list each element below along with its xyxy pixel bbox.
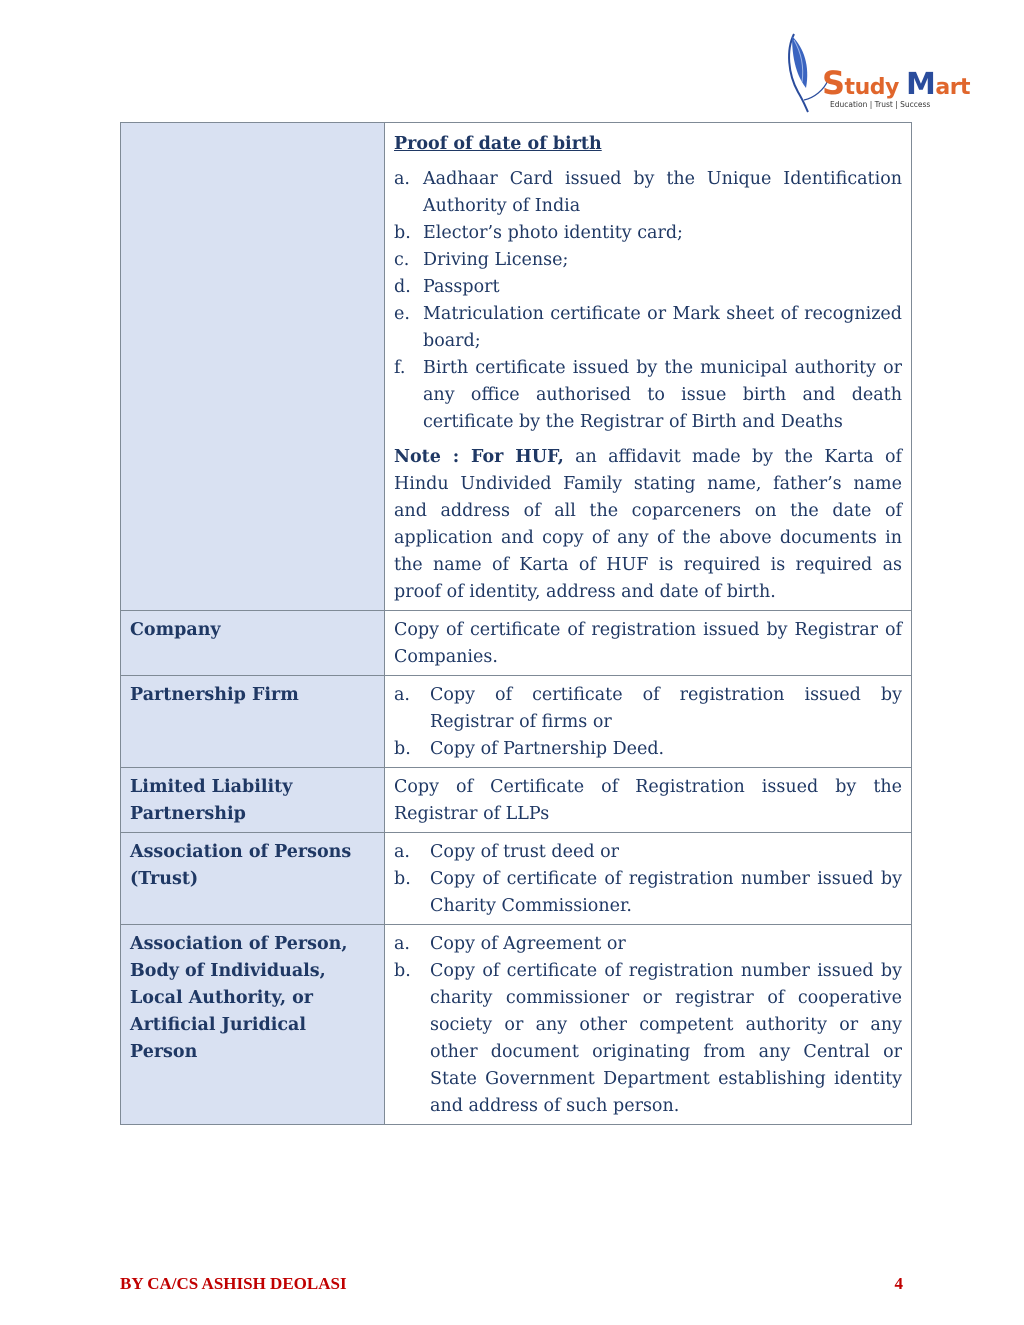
list-text: Copy of Partnership Deed. (430, 739, 665, 759)
logo-s: S (822, 64, 845, 102)
aop-other-list (394, 931, 902, 1120)
table-row-company (121, 611, 912, 676)
list-item (394, 166, 902, 220)
note-text: an affidavit made by the Karta of Hindu Undivided Family stating name, father’s name and address of all the coparceners on the date of application and copy of any of the above documents in the name of Karta of HUF is required is required as proof of identity, address and date of birth. (394, 447, 902, 602)
dob-heading: Proof of date of birth (394, 134, 602, 154)
list-item (394, 958, 902, 1120)
content-partnership (385, 676, 912, 768)
list-marker: b. (394, 223, 411, 243)
list-text: Matriculation certificate or Mark sheet of recognized board; (423, 304, 902, 351)
content-cell-dob (385, 123, 912, 611)
partnership-list (394, 682, 902, 763)
content-aop-trust (385, 833, 912, 925)
study-mart-logo (784, 30, 974, 114)
list-item (394, 355, 902, 436)
list-text: Copy of certificate of registration number issued by charity commissioner or registrar of cooperative society or any other competent authority or any other document originating from any Central or State Government Department establishing identity and address of such person. (430, 961, 902, 1116)
logo-tudy: tudy (844, 75, 906, 100)
logo-m: M (905, 67, 936, 102)
documents-table (120, 122, 912, 1125)
list-text: Copy of certificate of registration issued by Registrar of firms or (430, 685, 902, 732)
table-row-dob (121, 123, 912, 611)
list-item (394, 274, 902, 301)
list-marker: a. (394, 934, 410, 954)
list-text: Copy of certificate of registration number issued by Charity Commissioner. (430, 869, 902, 916)
list-item (394, 220, 902, 247)
logo-wordmark (822, 64, 970, 102)
logo-tagline: Education | Trust | Success (830, 100, 931, 109)
label-cell-empty (121, 123, 385, 611)
dob-list (394, 166, 902, 436)
list-text: Birth certificate issued by the municipal authority or any office authorised to issue birth and death certificate by the Registrar of Birth and Deaths (423, 358, 902, 432)
list-text: Copy of Agreement or (430, 934, 626, 954)
list-marker: b. (394, 869, 411, 889)
label-aop-other: Association of Person, Body of Individuals, Local Authority, or Artificial Juridical Person (121, 925, 385, 1125)
content-llp: Copy of Certificate of Registration issued by the Registrar of LLPs (385, 768, 912, 833)
list-item (394, 931, 902, 958)
list-marker: f. (394, 358, 406, 378)
list-item (394, 247, 902, 274)
list-marker: b. (394, 961, 411, 981)
list-item (394, 301, 902, 355)
list-item (394, 839, 902, 866)
list-text: Passport (423, 277, 500, 297)
list-item (394, 866, 902, 920)
list-marker: e. (394, 304, 410, 324)
table-row-llp (121, 768, 912, 833)
list-marker: a. (394, 169, 410, 189)
list-item (394, 682, 902, 736)
list-text: Aadhaar Card issued by the Unique Identification Authority of India (423, 169, 902, 216)
label-llp: Limited Liability Partnership (121, 768, 385, 833)
note-label: Note : For HUF, (394, 447, 564, 467)
list-marker: a. (394, 685, 410, 705)
logo-art: art (935, 75, 971, 100)
list-marker: d. (394, 277, 411, 297)
list-marker: c. (394, 250, 410, 270)
list-marker: a. (394, 842, 410, 862)
page-number: 4 (894, 1274, 903, 1293)
list-marker: b. (394, 739, 411, 759)
list-text: Driving License; (423, 250, 569, 270)
label-company: Company (121, 611, 385, 676)
table-row-aop-other (121, 925, 912, 1125)
list-text: Elector’s photo identity card; (423, 223, 683, 243)
label-aop-trust: Association of Persons (Trust) (121, 833, 385, 925)
list-item (394, 736, 902, 763)
aop-trust-list (394, 839, 902, 920)
label-partnership: Partnership Firm (121, 676, 385, 768)
content-company: Copy of certificate of registration issued by Registrar of Companies. (385, 611, 912, 676)
list-text: Copy of trust deed or (430, 842, 619, 862)
content-aop-other (385, 925, 912, 1125)
table-row-partnership (121, 676, 912, 768)
huf-note (394, 444, 902, 606)
footer-author: BY CA/CS ASHISH DEOLASI (120, 1274, 347, 1293)
table-row-aop-trust (121, 833, 912, 925)
